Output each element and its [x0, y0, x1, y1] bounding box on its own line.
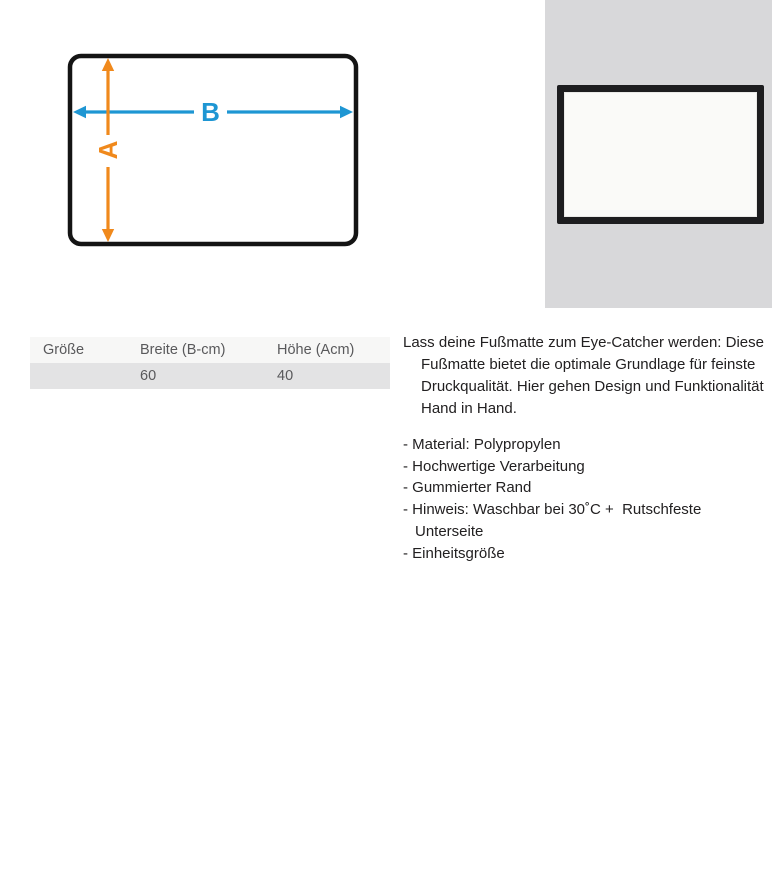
- dimension-diagram: [60, 45, 370, 255]
- feature-item: - Hochwertige Verarbeitung: [403, 457, 585, 475]
- height-label: A: [93, 140, 123, 160]
- feature-list: [403, 434, 777, 565]
- col-header-groesse: Größe: [43, 342, 85, 358]
- feature-item: - Einheitsgröße: [403, 545, 505, 563]
- intro-line: Fußmatte bietet die optimale Grundlage für feinste: [421, 355, 756, 373]
- feature-item: - Gummierter Rand: [403, 479, 532, 497]
- cell-hoehe: 40: [277, 368, 294, 384]
- cell-breite: 60: [140, 368, 157, 384]
- product-description: [403, 332, 777, 565]
- width-label: B: [201, 97, 220, 127]
- description-intro: [403, 332, 777, 420]
- cell-groesse: [30, 363, 140, 389]
- product-photo-panel: [545, 0, 772, 308]
- col-header-breite: Breite (B-cm): [140, 342, 226, 358]
- feature-item-continuation: Unterseite: [415, 523, 484, 541]
- intro-line: Druckqualität. Hier gehen Design und Funktionalität: [421, 377, 764, 395]
- feature-item: - Hinweis: Waschbar bei 30˚C + Rutschfeste: [403, 501, 702, 519]
- intro-line: Lass deine Fußmatte zum Eye-Catcher werden: Diese: [403, 334, 764, 351]
- col-header-hoehe: Höhe (Acm): [277, 342, 355, 358]
- size-table-header-row: [30, 337, 390, 363]
- feature-item: - Material: Polypropylen: [403, 435, 561, 453]
- intro-line: Hand in Hand.: [421, 399, 517, 417]
- size-table: [30, 337, 390, 389]
- size-table-data-row: [30, 363, 390, 389]
- doormat-image: [557, 85, 764, 224]
